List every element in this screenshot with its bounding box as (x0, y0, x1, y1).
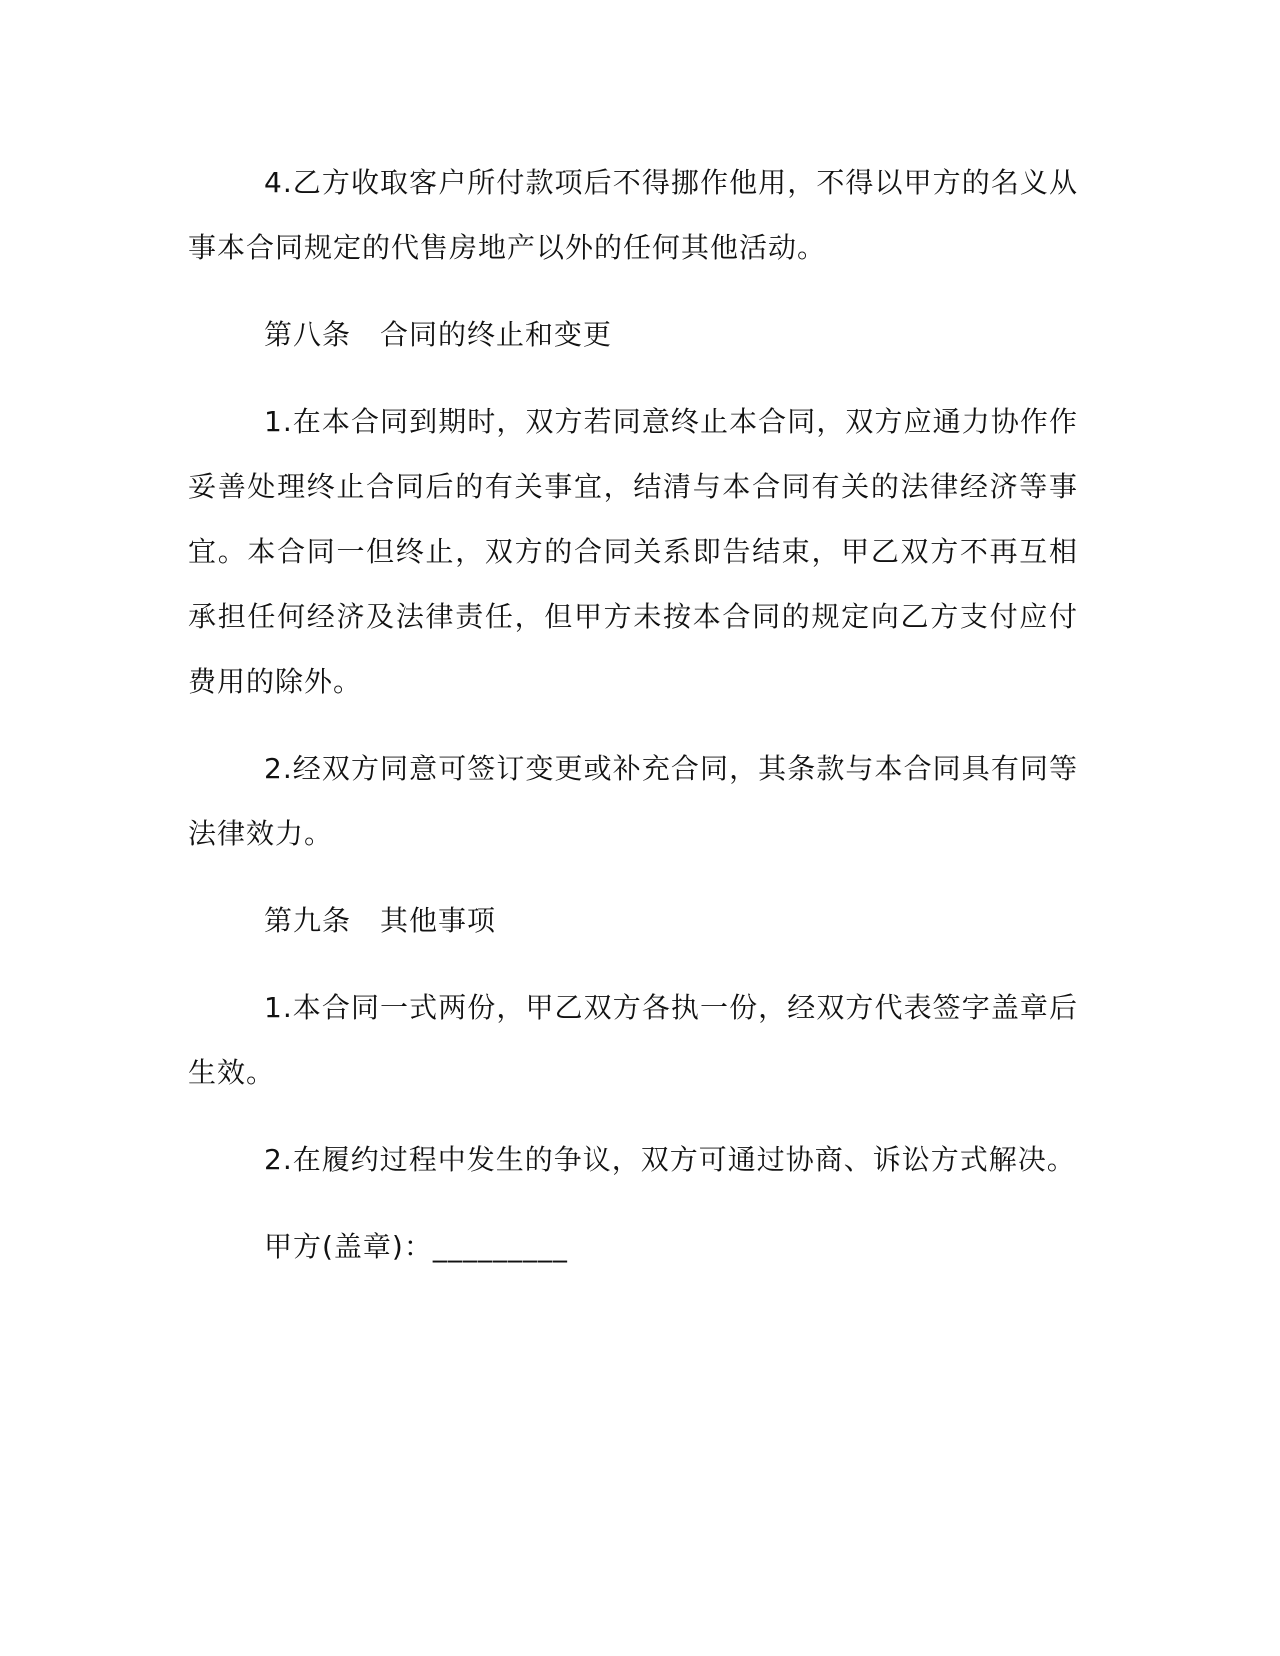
clause-7-item-4: 4.乙方收取客户所付款项后不得挪作他用，不得以甲方的名义从事本合同规定的代售房地产以外的任何其他活动。 (188, 166, 1078, 264)
party-a-signature-line (188, 1214, 1078, 1279)
clause-8-item-1: 1.在本合同到期时，双方若同意终止本合同，双方应通力协作作妥善处理终止合同后的有关事宜，结清与本合同有关的法律经济等事宜。本合同一但终止，双方的合同关系即告结束，甲乙双方不再互相承担任何经济及法律责任，但甲方未按本合同的规定向乙方支付应付费用的除外。 (188, 405, 1078, 698)
clause-8-item-2: 2.经双方同意可签订变更或补充合同，其条款与本合同具有同等法律效力。 (188, 752, 1078, 850)
signature-blank: _________ (432, 1230, 568, 1263)
clause-9-item-1: 1.本合同一式两份，甲乙双方各执一份，经双方代表签字盖章后生效。 (188, 991, 1078, 1089)
clause-9-item-2: 2.在履约过程中发生的争议，双方可通过协商、诉讼方式解决。 (264, 1143, 1076, 1176)
article-9-heading: 第九条 其他事项 (264, 904, 497, 937)
document-page (188, 150, 1078, 1279)
party-a-seal-label: 甲方(盖章)： (264, 1230, 433, 1263)
article-8-heading: 第八条 合同的终止和变更 (264, 318, 613, 351)
